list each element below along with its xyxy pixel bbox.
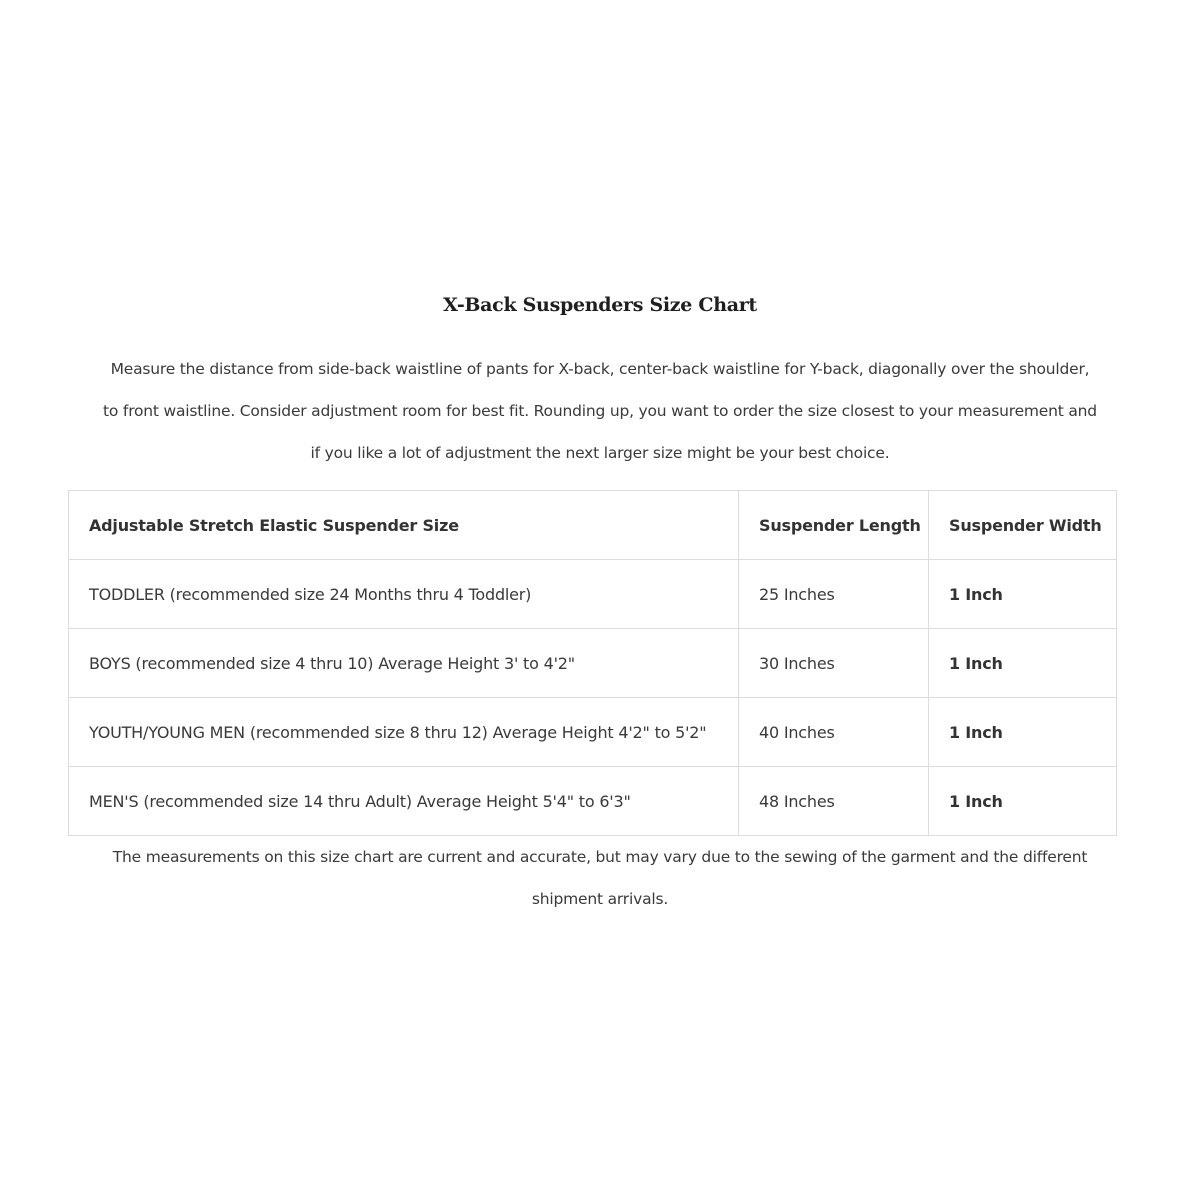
size-cell: YOUTH/YOUNG MEN (recommended size 8 thru 12) Average Height 4'2" to 5'2" bbox=[69, 698, 739, 767]
table-row bbox=[69, 698, 1117, 767]
width-cell: 1 Inch bbox=[929, 767, 1117, 836]
footnote-paragraph bbox=[70, 836, 1130, 920]
intro-paragraph bbox=[70, 348, 1130, 474]
size-cell: BOYS (recommended size 4 thru 10) Average Height 3' to 4'2" bbox=[69, 629, 739, 698]
width-cell: 1 Inch bbox=[929, 698, 1117, 767]
width-cell: 1 Inch bbox=[929, 629, 1117, 698]
footnote-line: The measurements on this size chart are current and accurate, but may vary due to the sewing of the garment and the different bbox=[112, 848, 1088, 866]
intro-line: Measure the distance from side-back waistline of pants for X-back, center-back waistline for Y-back, diagonally over the shoulder, bbox=[110, 360, 1090, 378]
width-cell: 1 Inch bbox=[929, 560, 1117, 629]
length-cell: 25 Inches bbox=[739, 560, 929, 629]
header-suspender-width: Suspender Width bbox=[929, 491, 1117, 560]
size-cell: TODDLER (recommended size 24 Months thru 4 Toddler) bbox=[69, 560, 739, 629]
table-row bbox=[69, 629, 1117, 698]
intro-line: to front waistline. Consider adjustment room for best fit. Rounding up, you want to order the size closest to your measurement and bbox=[103, 402, 1097, 420]
page-title: X-Back Suspenders Size Chart bbox=[443, 294, 757, 316]
intro-line: if you like a lot of adjustment the next larger size might be your best choice. bbox=[310, 444, 890, 462]
table-header-row bbox=[69, 491, 1117, 560]
table-row bbox=[69, 767, 1117, 836]
header-suspender-length: Suspender Length bbox=[739, 491, 929, 560]
size-cell: MEN'S (recommended size 14 thru Adult) Average Height 5'4" to 6'3" bbox=[69, 767, 739, 836]
footnote-line: shipment arrivals. bbox=[531, 890, 669, 908]
length-cell: 48 Inches bbox=[739, 767, 929, 836]
header-suspender-size: Adjustable Stretch Elastic Suspender Size bbox=[69, 491, 739, 560]
table-row bbox=[69, 560, 1117, 629]
length-cell: 40 Inches bbox=[739, 698, 929, 767]
length-cell: 30 Inches bbox=[739, 629, 929, 698]
size-chart-table bbox=[68, 490, 1117, 836]
